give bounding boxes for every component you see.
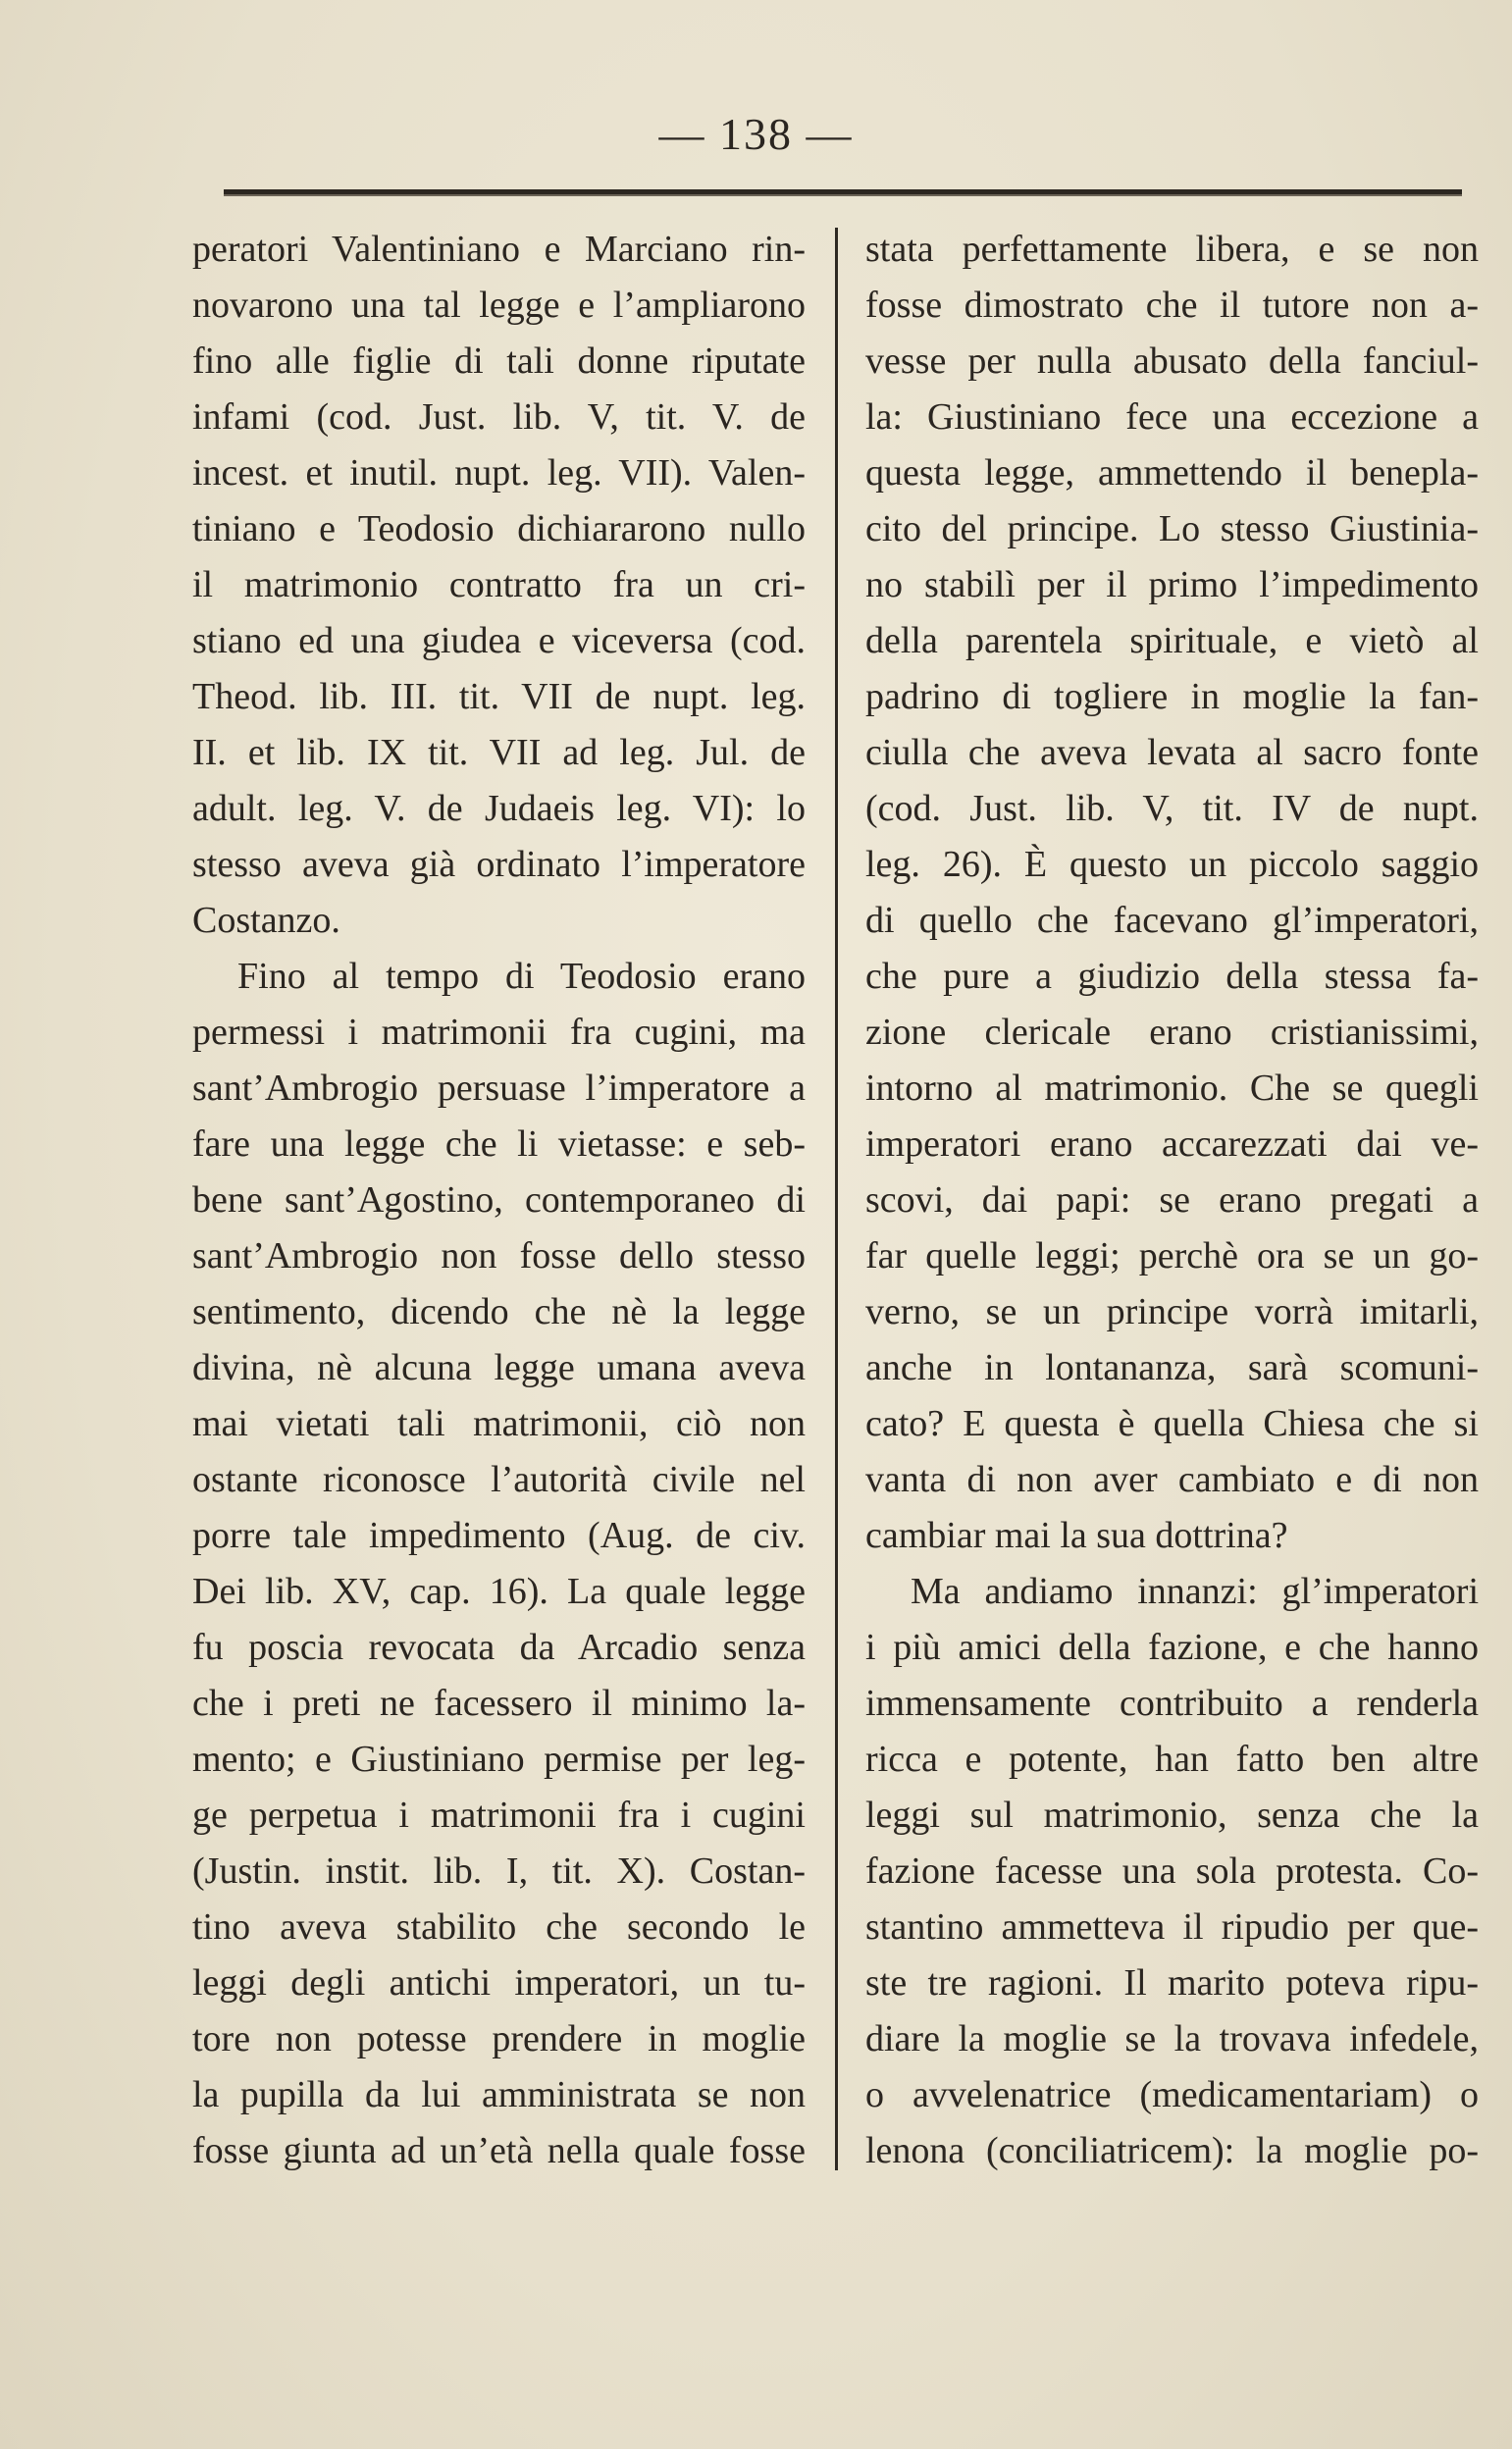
text-line: verno, se un principe vorrà imitarli,: [865, 1291, 1479, 1332]
text-line: stantino ammetteva il ripudio per que-: [865, 1906, 1479, 1948]
text-line: peratori Valentiniano e Marciano rin-: [192, 229, 806, 270]
text-line: la: Giustiniano fece una eccezione a: [865, 396, 1479, 438]
text-line: diare la moglie se la trovava infedele,: [865, 2018, 1479, 2059]
text-line: fosse giunta ad un’età nella quale fosse: [192, 2130, 806, 2171]
text-line: incest. et inutil. nupt. leg. VII). Valen-: [192, 452, 806, 494]
page-number: — 138 —: [658, 109, 854, 159]
text-line: Dei lib. XV, cap. 16). La quale legge: [192, 1571, 806, 1612]
text-line: sant’Ambrogio non fosse dello stesso: [192, 1235, 806, 1277]
text-line: ge perpetua i matrimonii fra i cugini: [192, 1795, 806, 1836]
text-line: stata perfettamente libera, e se non: [865, 229, 1479, 270]
text-line: fosse dimostrato che il tutore non a-: [865, 285, 1479, 326]
text-line: immensamente contribuito a renderla: [865, 1683, 1479, 1724]
right-text-column: [865, 222, 1479, 2179]
text-line: ostante riconosce l’autorità civile nel: [192, 1459, 806, 1500]
text-line: questa legge, ammettendo il benepla-: [865, 452, 1479, 494]
text-line: cito del principe. Lo stesso Giustinia-: [865, 508, 1479, 549]
text-line: fino alle figlie di tali donne riputate: [192, 340, 806, 382]
text-line: stiano ed una giudea e viceversa (cod.: [192, 620, 806, 661]
text-line: far quelle leggi; perchè ora se un go-: [865, 1235, 1479, 1277]
text-line: che pure a giudizio della stessa fa-: [865, 956, 1479, 997]
text-line: i più amici della fazione, e che hanno: [865, 1627, 1479, 1668]
header-rule: [224, 189, 1462, 196]
text-line: cato? E questa è quella Chiesa che si: [865, 1403, 1479, 1444]
text-line: zione clericale erano cristianissimi,: [865, 1012, 1479, 1053]
text-line: intorno al matrimonio. Che se quegli: [865, 1068, 1479, 1109]
text-line: (cod. Just. lib. V, tit. IV de nupt.: [865, 788, 1479, 829]
text-line: padrino di togliere in moglie la fan-: [865, 676, 1479, 717]
text-line: tiniano e Teodosio dichiararono nullo: [192, 508, 806, 549]
text-line: permessi i matrimonii fra cugini, ma: [192, 1012, 806, 1053]
text-line: di quello che facevano gl’imperatori,: [865, 900, 1479, 941]
text-line: mai vietati tali matrimonii, ciò non: [192, 1403, 806, 1444]
text-line: mento; e Giustiniano permise per leg-: [192, 1739, 806, 1780]
text-line: lenona (conciliatricem): la moglie po-: [865, 2130, 1479, 2171]
text-line: tore non potesse prendere in moglie: [192, 2018, 806, 2059]
column-divider: [835, 228, 838, 2170]
text-line: il matrimonio contratto fra un cri-: [192, 564, 806, 605]
text-line: (Justin. instit. lib. I, tit. X). Costan-: [192, 1850, 806, 1892]
text-line: porre tale impedimento (Aug. de civ.: [192, 1515, 806, 1556]
text-line: no stabilì per il primo l’impedimento: [865, 564, 1479, 605]
text-line: scovi, dai papi: se erano pregati a: [865, 1179, 1479, 1221]
text-line: anche in lontananza, sarà scomuni-: [865, 1347, 1479, 1388]
text-line: ciulla che aveva levata al sacro fonte: [865, 732, 1479, 773]
text-line: vesse per nulla abusato della fanciul-: [865, 340, 1479, 382]
text-line: ricca e potente, han fatto ben altre: [865, 1739, 1479, 1780]
text-line: Fino al tempo di Teodosio erano: [237, 956, 806, 997]
text-line: imperatori erano accarezzati dai ve-: [865, 1123, 1479, 1165]
text-line: bene sant’Agostino, contemporaneo di: [192, 1179, 806, 1221]
text-line: fare una legge che li vietasse: e seb-: [192, 1123, 806, 1165]
text-line: stesso aveva già ordinato l’imperatore: [192, 844, 806, 885]
text-line: vanta di non aver cambiato e di non: [865, 1459, 1479, 1500]
text-line: Theod. lib. III. tit. VII de nupt. leg.: [192, 676, 806, 717]
text-line: divina, nè alcuna legge umana aveva: [192, 1347, 806, 1388]
text-line: fu poscia revocata da Arcadio senza: [192, 1627, 806, 1668]
text-line: o avvelenatrice (medicamentariam) o: [865, 2074, 1479, 2115]
text-line: della parentela spirituale, e vietò al: [865, 620, 1479, 661]
text-line: novarono una tal legge e l’ampliarono: [192, 285, 806, 326]
text-line: sentimento, dicendo che nè la legge: [192, 1291, 806, 1332]
text-line: Costanzo.: [192, 900, 340, 941]
text-line: leggi degli antichi imperatori, un tu-: [192, 1962, 806, 2004]
text-line: Ma andiamo innanzi: gl’imperatori: [911, 1571, 1479, 1612]
text-line: leggi sul matrimonio, senza che la: [865, 1795, 1479, 1836]
text-line: la pupilla da lui amministrata se non: [192, 2074, 806, 2115]
text-line: leg. 26). È questo un piccolo saggio: [865, 844, 1479, 885]
text-line: ste tre ragioni. Il marito poteva ripu-: [865, 1962, 1479, 2004]
text-line: cambiar mai la sua dottrina?: [865, 1515, 1288, 1556]
text-line: sant’Ambrogio persuase l’imperatore a: [192, 1068, 806, 1109]
text-line: fazione facesse una sola protesta. Co-: [865, 1850, 1479, 1892]
text-line: infami (cod. Just. lib. V, tit. V. de: [192, 396, 806, 438]
text-line: tino aveva stabilito che secondo le: [192, 1906, 806, 1948]
text-line: II. et lib. IX tit. VII ad leg. Jul. de: [192, 732, 806, 773]
text-line: che i preti ne facessero il minimo la-: [192, 1683, 806, 1724]
left-text-column: [192, 222, 806, 2179]
text-line: adult. leg. V. de Judaeis leg. VI): lo: [192, 788, 806, 829]
